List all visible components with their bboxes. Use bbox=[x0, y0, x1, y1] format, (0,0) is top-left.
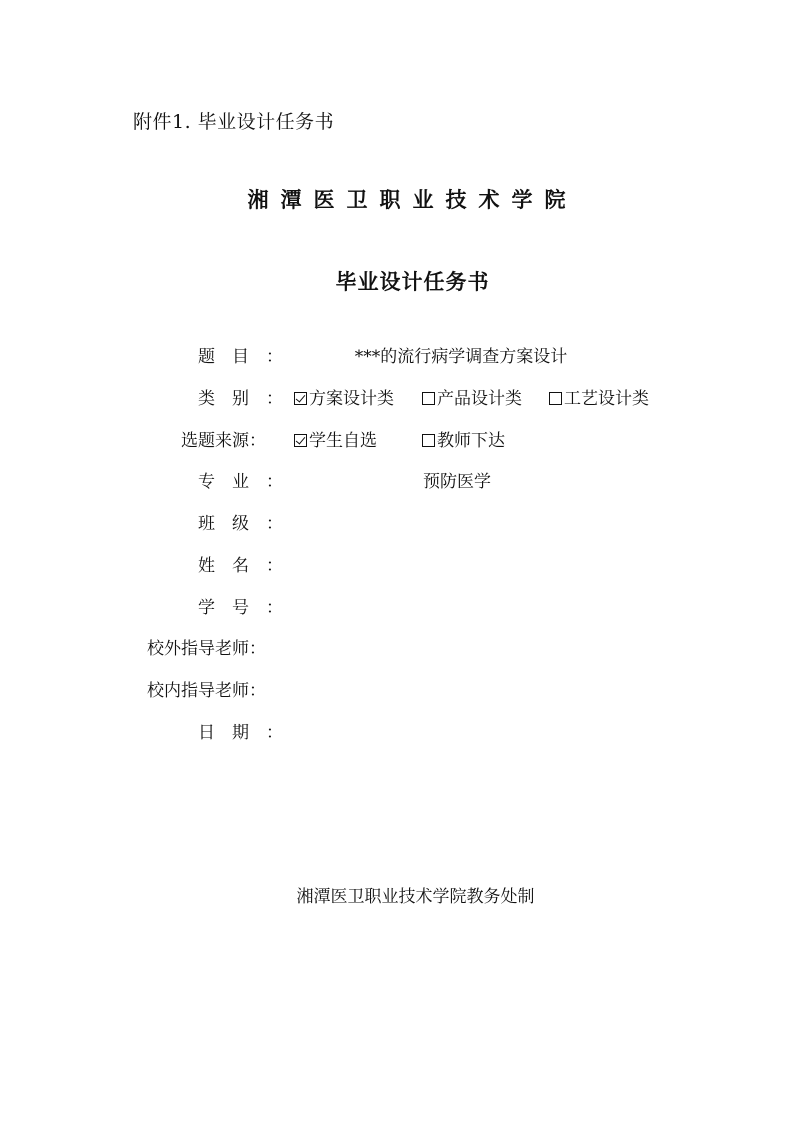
document-title: 毕业设计任务书 bbox=[335, 270, 490, 294]
checkbox-empty-icon[interactable] bbox=[422, 392, 435, 405]
source-label: 选题来源： bbox=[181, 431, 266, 451]
class-label: 班级： bbox=[198, 514, 283, 534]
major-value: 预防医学 bbox=[423, 472, 491, 492]
issuer-footer: 湘潭医卫职业技术学院教务处制 bbox=[296, 887, 535, 907]
checkbox-empty-icon[interactable] bbox=[549, 392, 562, 405]
checkbox-empty-icon[interactable] bbox=[422, 434, 435, 447]
checkbox-checked-icon[interactable] bbox=[294, 392, 307, 405]
topic-value: ***的流行病学调查方案设计 bbox=[354, 347, 568, 367]
student-id-label: 学号： bbox=[198, 598, 283, 618]
checkbox-checked-icon[interactable] bbox=[294, 434, 307, 447]
category-option-plan[interactable]: 方案设计类 bbox=[294, 384, 394, 409]
category-label: 类别： bbox=[198, 389, 283, 409]
name-label: 姓名： bbox=[198, 556, 283, 576]
attachment-label: 附件1. 毕业设计任务书 bbox=[133, 111, 335, 133]
source-option-teacher[interactable]: 教师下达 bbox=[422, 426, 505, 451]
topic-label: 题目： bbox=[198, 347, 283, 367]
source-option-student[interactable]: 学生自选 bbox=[294, 426, 377, 451]
school-name: 湘潭医卫职业技术学院 bbox=[247, 188, 578, 212]
date-label: 日期： bbox=[198, 723, 283, 743]
internal-advisor-label: 校内指导老师： bbox=[147, 681, 266, 701]
category-option-process[interactable]: 工艺设计类 bbox=[549, 384, 649, 409]
external-advisor-label: 校外指导老师： bbox=[147, 639, 266, 659]
category-option-product[interactable]: 产品设计类 bbox=[422, 384, 522, 409]
major-label: 专业： bbox=[198, 472, 283, 492]
